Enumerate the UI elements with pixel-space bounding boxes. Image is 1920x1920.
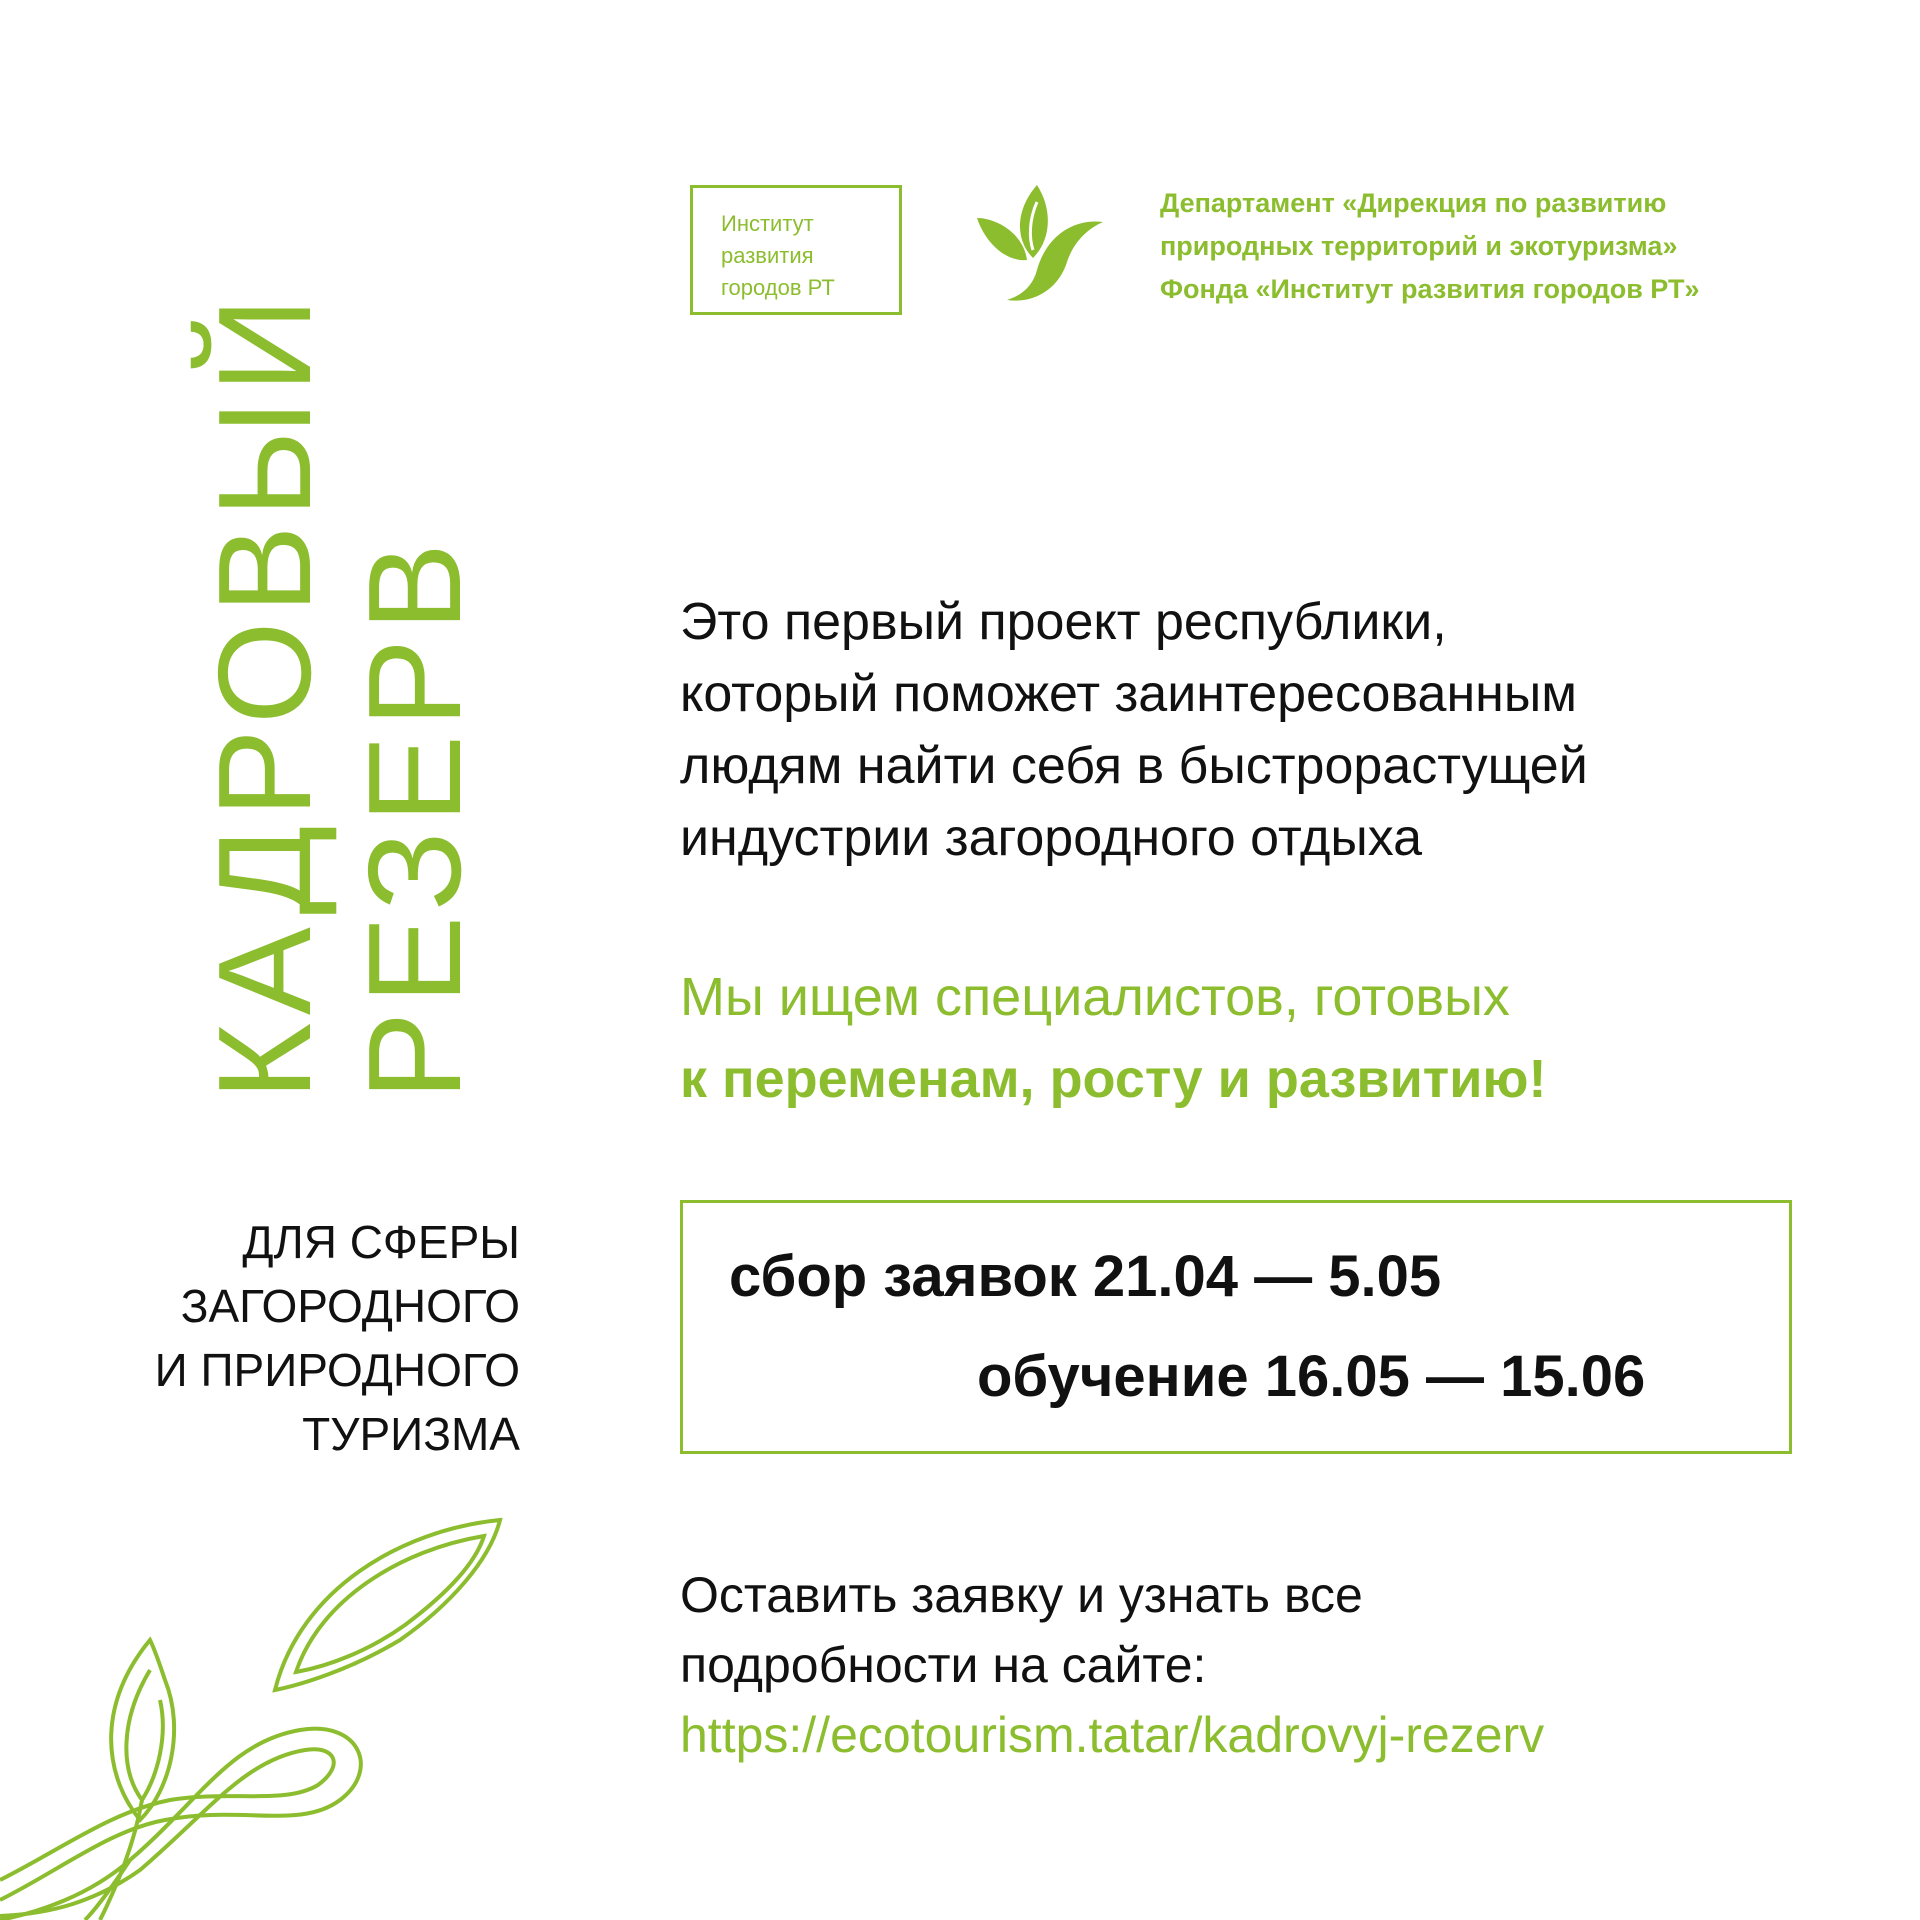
department-line: природных территорий и экотуризма» bbox=[1160, 231, 1678, 261]
subtitle-line: И ПРИРОДНОГО bbox=[154, 1344, 520, 1396]
subtitle-line: ЗАГОРОДНОГО bbox=[180, 1280, 520, 1332]
website-link[interactable]: https://ecotourism.tatar/kadrovyj-rezerv bbox=[680, 1707, 1545, 1763]
call-to-action bbox=[680, 1560, 1544, 1770]
training-dates: обучение 16.05 — 15.06 bbox=[977, 1344, 1646, 1409]
institute-logo-line: городов РТ bbox=[721, 275, 835, 300]
vertical-title bbox=[190, 180, 550, 1100]
intro-line: который поможет заинтересованным bbox=[680, 665, 1577, 723]
intro-line: людям найти себя в быстрорастущей bbox=[680, 737, 1588, 795]
title-line-1: КАДРОВЫЙ bbox=[191, 289, 338, 1100]
dates-box bbox=[680, 1200, 1792, 1454]
intro-text bbox=[680, 586, 1588, 874]
cta-line-2: подробности на сайте: bbox=[680, 1637, 1207, 1693]
subtitle-line: ДЛЯ СФЕРЫ bbox=[242, 1216, 520, 1268]
slogan bbox=[680, 956, 1547, 1120]
institute-logo-line: развития bbox=[721, 243, 814, 268]
intro-line: Это первый проект республики, bbox=[680, 593, 1447, 651]
subtitle bbox=[70, 1210, 520, 1466]
department-line: Департамент «Дирекция по развитию bbox=[1160, 188, 1667, 218]
title-line-2: РЕЗЕРВ bbox=[341, 534, 488, 1100]
department-name bbox=[1160, 182, 1699, 311]
leaf-decoration-icon bbox=[0, 1500, 560, 1920]
leaf-logo-icon bbox=[975, 180, 1105, 305]
subtitle-line: ТУРИЗМА bbox=[302, 1408, 520, 1460]
department-line: Фонда «Институт развития городов РТ» bbox=[1160, 274, 1700, 304]
intro-line: индустрии загородного отдыха bbox=[680, 809, 1423, 867]
applications-dates: сбор заявок 21.04 — 5.05 bbox=[729, 1244, 1442, 1309]
institute-logo-line: Институт bbox=[721, 211, 814, 236]
slogan-line-1: Мы ищем специалистов, готовых bbox=[680, 967, 1510, 1027]
institute-logo bbox=[690, 185, 902, 315]
cta-line-1: Оставить заявку и узнать все bbox=[680, 1567, 1363, 1623]
slogan-line-2: к переменам, росту и развитию! bbox=[680, 1049, 1547, 1109]
